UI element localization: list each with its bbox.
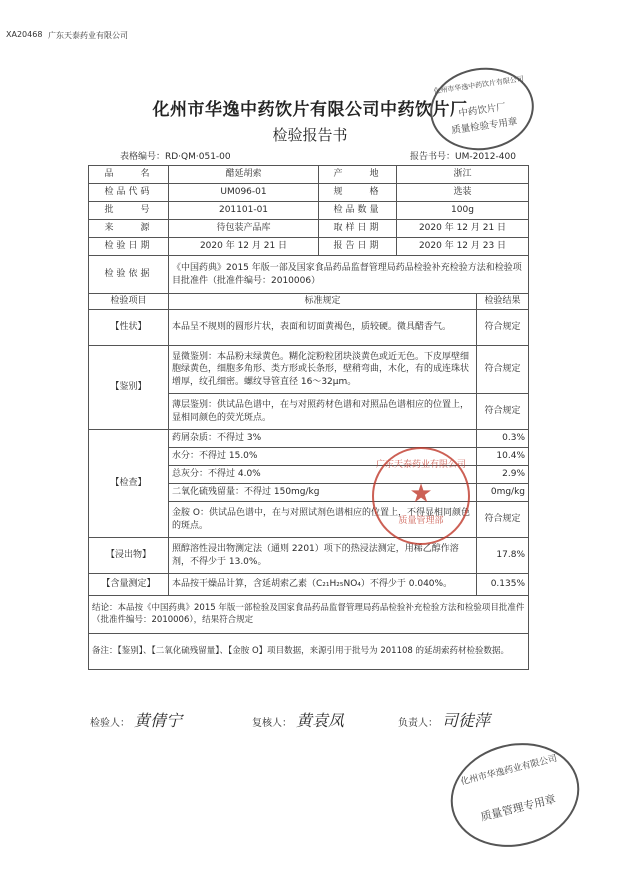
report-date-value: 2020 年 12 月 23 日 (397, 238, 529, 256)
inspector-signature (90, 708, 182, 731)
responsible-name: 司徒萍 (442, 711, 491, 730)
test-date-value: 2020 年 12 月 21 日 (169, 238, 319, 256)
conclusion: 结论：本品按《中国药典》2015 年版一部检验及国家食品药品监督管理局药品检验补充检验方法和检验项目批准件（批准件编号：2010006），结果符合规定 (89, 596, 529, 634)
bottom-quality-stamp (440, 730, 591, 860)
traits-item: 【性状】 (89, 310, 169, 346)
auramine-standard: 金胺 O：供试品色谱中，在与对照试剂色谱相应的位置上，不得显相同颜色的斑点。 (169, 502, 477, 538)
auramine-result: 符合规定 (477, 502, 529, 538)
assay-result: 0.135% (477, 574, 529, 596)
sample-code-value: UM096-01 (169, 184, 319, 202)
extract-result: 17.8% (477, 538, 529, 574)
bottom-stamp-line: 质量管理专用章 (479, 792, 558, 824)
reviewer-label: 复核人： (252, 718, 292, 729)
company-seal (372, 447, 470, 545)
assay-item: 【含量测定】 (89, 574, 169, 596)
origin-value: 浙江 (397, 166, 529, 184)
item-header: 检验项目 (89, 294, 169, 310)
form-number: 表格编号：RD·QM·051-00 (120, 152, 231, 162)
microscopic-standard: 显微鉴别：本品粉末绿黄色。糊化淀粉粒团块淡黄色或近无色。下皮厚壁细胞绿黄色，细胞多角形、类方形或长条形，壁稍弯曲，木化，有的成连珠状增厚，纹孔细密。螺纹导管直径 16～32μm。 (169, 346, 477, 394)
responsible-label: 负责人： (398, 718, 438, 729)
check-item: 【检查】 (89, 430, 169, 538)
star-icon: ★ (409, 479, 433, 509)
sample-date-label: 取样日期 (319, 220, 397, 238)
inspector-label: 检验人： (90, 718, 130, 729)
top-stamp-ring-text: 化州市华逸中药饮片有限公司 (433, 74, 525, 96)
batch-value: 201101-01 (169, 202, 319, 220)
impurity-result: 0.3% (477, 430, 529, 448)
report-number: 报告书号：UM-2012-400 (410, 152, 516, 162)
reviewer-signature (252, 708, 344, 731)
test-date-label: 检验日期 (89, 238, 169, 256)
inspection-report-table (88, 165, 529, 670)
origin-label: 产 地 (319, 166, 397, 184)
extract-standard: 照醇溶性浸出物测定法（通则 2201）项下的热浸法测定，用稀乙醇作溶剂，不得少于 13.0%。 (169, 538, 477, 574)
water-standard: 水分：不得过 15.0% (169, 448, 477, 466)
standard-header: 标准规定 (169, 294, 477, 310)
batch-label: 批 号 (89, 202, 169, 220)
ash-result: 2.9% (477, 466, 529, 484)
result-header: 检验结果 (477, 294, 529, 310)
extract-item: 【浸出物】 (89, 538, 169, 574)
sample-code-label: 检品代码 (89, 184, 169, 202)
quantity-label: 检品数量 (319, 202, 397, 220)
report-subtitle: 检验报告书 (272, 126, 348, 144)
so2-result: 0mg/kg (477, 484, 529, 502)
microscopic-result: 符合规定 (477, 346, 529, 394)
basis-value: 《中国药典》2015 年版一部及国家食品药品监督管理局药品检验补充检验方法和检验项目批准件（批准件编号：2010006） (169, 256, 529, 294)
impurity-standard: 药屑杂质：不得过 3% (169, 430, 477, 448)
tlc-result: 符合规定 (477, 394, 529, 430)
quantity-value: 100g (397, 202, 529, 220)
spec-label: 规 格 (319, 184, 397, 202)
company-header: 广东天泰药业有限公司 (48, 31, 128, 40)
company-seal-ring-text: 广东天泰药业有限公司 (375, 460, 466, 470)
remark: 备注：【鉴别】、【二氧化硫残留量】、【金胺 O】项目数据，来源引用于批号为 201108 的延胡索药材检验数据。 (89, 634, 529, 670)
traits-result: 符合规定 (477, 310, 529, 346)
ash-standard: 总灰分：不得过 4.0% (169, 466, 477, 484)
document-code: XA20468 (6, 30, 43, 39)
inspector-name: 黄倩宁 (134, 711, 183, 730)
company-seal-bottom-text: 质量管理部 (398, 516, 444, 526)
spec-value: 选装 (397, 184, 529, 202)
water-result: 10.4% (477, 448, 529, 466)
sample-date-value: 2020 年 12 月 21 日 (397, 220, 529, 238)
top-stamp-line1: 中药饮片厂 (457, 101, 507, 120)
bottom-stamp-ring-text: 化州市华逸药业有限公司 (459, 753, 559, 788)
basis-label: 检验依据 (89, 256, 169, 294)
tlc-standard: 薄层鉴别：供试品色谱中，在与对照药材色谱和对照品色谱相应的位置上，显相同颜色的荧光斑点。 (169, 394, 477, 430)
report-date-label: 报告日期 (319, 238, 397, 256)
product-name-value: 醋延胡索 (169, 166, 319, 184)
source-label: 来 源 (89, 220, 169, 238)
product-name-label: 品 名 (89, 166, 169, 184)
page-title: 化州市华逸中药饮片有限公司中药饮片厂 (152, 100, 468, 120)
traits-standard: 本品呈不规则的圆形片状，表面和切面黄褐色，质较硬。微具醋香气。 (169, 310, 477, 346)
responsible-signature (398, 708, 490, 731)
so2-standard: 二氧化硫残留量：不得过 150mg/kg (169, 484, 477, 502)
assay-standard: 本品按干燥品计算，含延胡索乙素（C₂₁H₂₅NO₄）不得少于 0.040%。 (169, 574, 477, 596)
reviewer-name: 黄袁凤 (296, 711, 345, 730)
identification-item: 【鉴别】 (89, 346, 169, 430)
top-stamp-line2: 质量检验专用章 (450, 116, 519, 137)
source-value: 待包装产品库 (169, 220, 319, 238)
